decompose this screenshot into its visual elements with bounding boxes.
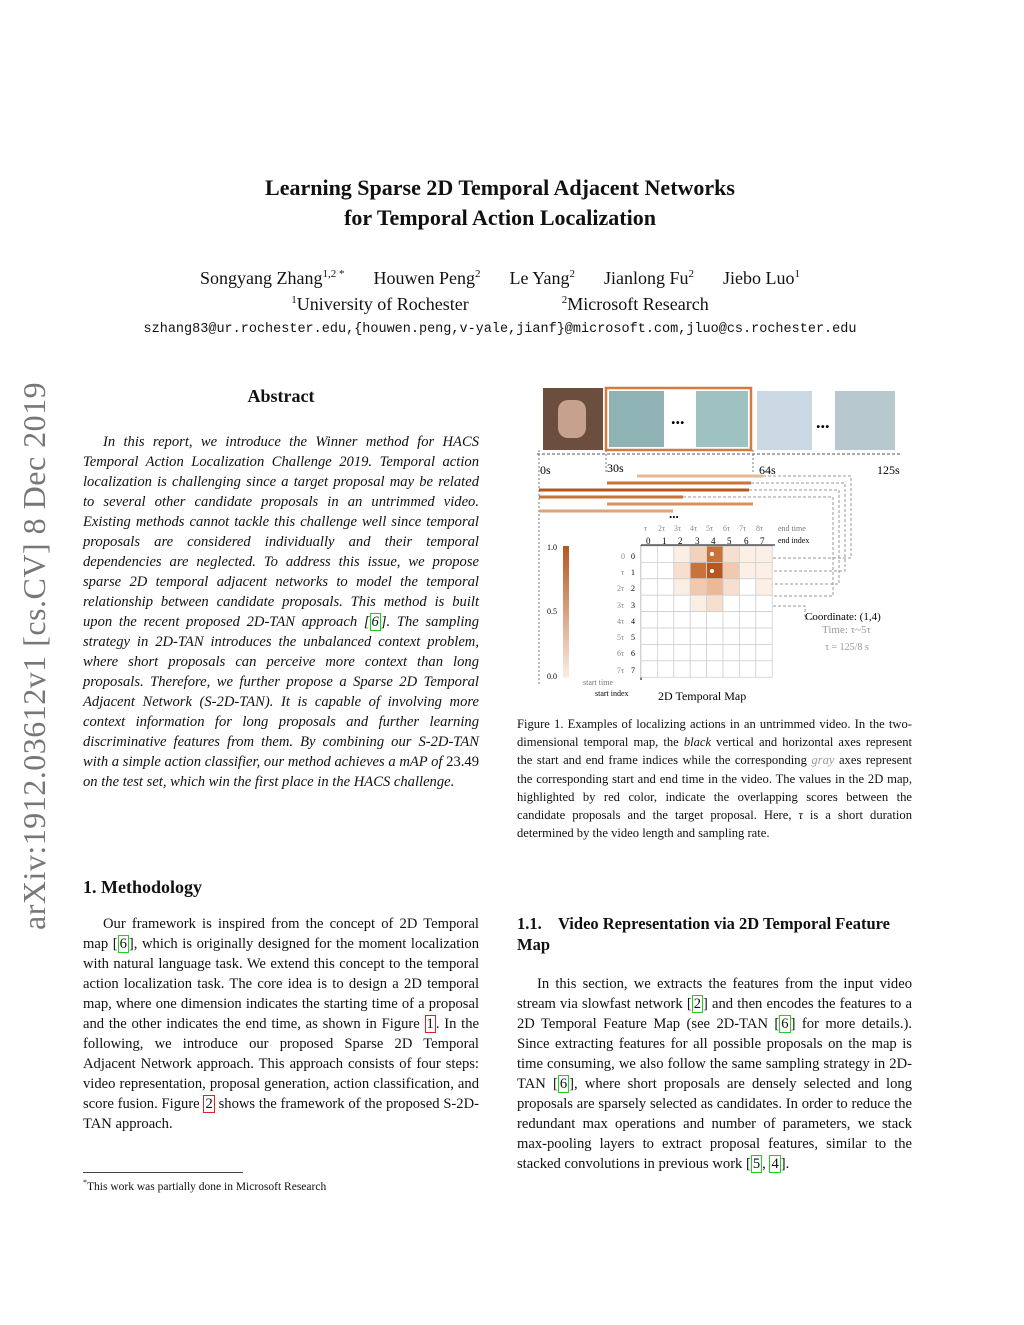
row-index-label: 4: [631, 617, 635, 626]
time-label: 30s: [607, 461, 624, 475]
index-label: 0: [646, 536, 651, 546]
map-cell: [756, 644, 772, 660]
row-tau-label: 7τ: [617, 666, 625, 675]
frames-ellipsis: ...: [671, 408, 685, 428]
footnote: *This work was partially done in Microsoft Research: [83, 1178, 327, 1193]
colorbar-tick: 0.0: [547, 672, 557, 681]
map-cell: [723, 546, 739, 562]
map-cell: [641, 579, 657, 595]
map-cell: [707, 546, 723, 562]
map-cell: [674, 612, 690, 628]
arxiv-stamp: arXiv:1912.03612v1 [cs.CV] 8 Dec 2019: [16, 381, 52, 930]
video-frame: [757, 391, 812, 450]
start-labels: [617, 552, 635, 675]
row-tau-label: τ: [621, 568, 625, 577]
affiliation: $^1$University of Rochester: [291, 294, 469, 314]
map-cell: [641, 612, 657, 628]
row-tau-label: 6τ: [617, 649, 625, 658]
row-index-label: 1: [631, 568, 635, 577]
map-cell: [707, 612, 723, 628]
colorbar-gradient: [563, 546, 569, 678]
row-index-label: 5: [631, 633, 635, 642]
video-frame: [696, 391, 748, 447]
row-index-label: 2: [631, 584, 635, 593]
start-index-label: start index: [595, 689, 629, 698]
map-cell: [641, 628, 657, 644]
time-label: 125s: [877, 463, 900, 477]
row-tau-label: 4τ: [617, 617, 625, 626]
map-cell: [690, 595, 706, 611]
citation-link[interactable]: 5: [752, 1156, 761, 1172]
temporal-map-grid: [641, 546, 772, 677]
footnote-rule: [83, 1172, 243, 1173]
map-cell: [723, 579, 739, 595]
figure-1: [533, 386, 913, 710]
tau-label: 4τ: [690, 524, 698, 533]
map-cell: [690, 579, 706, 595]
map-cell: [739, 661, 755, 677]
map-cell: [690, 628, 706, 644]
tau-label: 8τ: [756, 524, 764, 533]
map-cell: [641, 595, 657, 611]
map-cell: [674, 644, 690, 660]
map-cell: [690, 562, 706, 578]
row-index-label: 0: [631, 552, 635, 561]
map-cell: [756, 579, 772, 595]
map-cell: [657, 644, 673, 660]
row-index-label: 7: [631, 666, 635, 675]
title-line-2: for Temporal Action Localization: [344, 205, 656, 230]
methodology-paragraph: Our framework is inspired from the concept of 2D Temporal map [ 6 ], which is originally designed for the moment localization with natural language task. We extend this concept to the temporal action localization task. The core idea is to design a 2D temporal map, where one dimension indicates the starting time of a proposal and the other indicates the end time, as shown in Figure 1 . In the following, we introduce our proposed Sparse 2D Temporal Adjacent Network approach. This approach consists of four steps: video representation, proposal generation, action classification, and score fusion. Figure 2 shows the framework of the proposed S-2D-TAN approach.: [83, 916, 480, 1132]
map-cell: [690, 661, 706, 677]
end-time-labels: [644, 524, 764, 533]
map-cell: [756, 595, 772, 611]
subsection-paragraph: In this section, we extracts the features from the input video stream via slowfast network [ 2 ] and then encodes the features to a 2D Temporal Feature Map (see 2D-TAN [ 6 ] for more details.). Since extracting features for all possible proposals on the map is time consuming, we also follow the same sampling strategy in 2D-TAN [ 6 ], where short proposals are densely selected and long proposals are sparsely selected as candidates. In order to reduce the redundant max operations and number of parameters, we stack max-pooling layers to extract proposal features, similar to the stacked convolutions in previous work [ 5 , 4 ].: [517, 976, 912, 1172]
frames-ellipsis: ...: [816, 412, 830, 432]
citation-link[interactable]: 6: [559, 1076, 568, 1092]
citation-link[interactable]: 6: [119, 936, 127, 952]
map-cell: [707, 579, 723, 595]
tau-label: 3τ: [674, 524, 682, 533]
tau-equation: τ = 125/8 s: [825, 642, 869, 653]
map-cell: [657, 661, 673, 677]
video-frame: [835, 391, 895, 450]
map-cell: [739, 612, 755, 628]
video-frame: [609, 391, 664, 447]
map-cell: [641, 644, 657, 660]
map-cell: [707, 595, 723, 611]
index-label: 3: [695, 536, 700, 546]
map-cell: [690, 644, 706, 660]
section-heading-methodology: 1. Methodology: [83, 877, 202, 897]
map-cell: [707, 628, 723, 644]
tau-label: 7τ: [739, 524, 747, 533]
map-cell: [657, 612, 673, 628]
map-cell: [756, 562, 772, 578]
affiliation: $^2$Microsoft Research: [561, 294, 709, 314]
map-cell: [723, 644, 739, 660]
map-cell: [641, 546, 657, 562]
colorbar-tick: 0.5: [547, 607, 557, 616]
index-label: 4: [711, 536, 716, 546]
index-label: 2: [678, 536, 683, 546]
citation-link[interactable]: 4: [771, 1156, 779, 1172]
title-line-1: Learning Sparse 2D Temporal Adjacent Networks: [265, 175, 735, 200]
map-marker: [710, 552, 714, 556]
index-label: 7: [760, 536, 765, 546]
figure-ref-link[interactable]: 1: [426, 1016, 434, 1032]
author-emails: szhang83@ur.rochester.edu,{houwen.peng,v-yale,jianf}@microsoft.com,jluo@cs.rochester.edu: [143, 322, 857, 337]
map-cell: [674, 579, 690, 595]
map-cell: [756, 612, 772, 628]
author: Houwen Peng$^2$: [373, 268, 481, 288]
bars-ellipsis: ...: [669, 506, 679, 521]
author: Jianlong Fu$^2$: [603, 268, 694, 288]
map-cell: [657, 579, 673, 595]
colorbar-tick: 1.0: [547, 543, 557, 552]
author-list: [0, 268, 1000, 289]
map-cell: [739, 644, 755, 660]
map-cell: [723, 628, 739, 644]
affiliation-list: [0, 294, 1000, 315]
tau-label: τ: [644, 524, 648, 533]
citation-link[interactable]: 2: [693, 996, 701, 1012]
map-title: 2D Temporal Map: [658, 689, 747, 703]
map-cell: [739, 579, 755, 595]
map-cell: [723, 595, 739, 611]
tau-label: 5τ: [706, 524, 714, 533]
figure-ref-link[interactable]: 2: [205, 1096, 213, 1112]
end-index-label: end index: [778, 536, 810, 545]
author: Jiebo Luo$^1$: [723, 268, 800, 288]
map-cell: [690, 612, 706, 628]
tau-label: 6τ: [723, 524, 731, 533]
map-cell: [641, 661, 657, 677]
map-cell: [739, 562, 755, 578]
row-tau-label: 0: [621, 552, 625, 561]
map-cell: [674, 546, 690, 562]
map-cell: [739, 546, 755, 562]
map-cell: [756, 628, 772, 644]
map-cell: [690, 546, 706, 562]
proposal-bars: [539, 476, 763, 521]
abstract-body: In this report, we introduce the Winner method for HACS Temporal Action Localization Challenge 2019. Temporal action localization is challenging since a target proposal may be related to several other candidate proposals in an untrimmed video. Existing methods cannot tackle this challenge well since temporal proposals are considered individually and their temporal dependencies are neglected. To address this issue, we propose sparse 2D temporal adjacent networks to model the temporal relationship between candidate proposals. This method is built upon the recent proposed 2D-TAN approach [ 6 ]. The sampling strategy in 2D-TAN introduces the unbalanced context problem, where short proposals can perceive more context than long proposals. Therefore, we further propose a Sparse 2D Temporal Adjacent Network (S-2D-TAN). It is capable of involving more context information for long proposals and further learning discriminative features from them. By combining our S-2D-TAN with a simple action classifier, our method achieves a mAP of 23.49 on the test set, which win the first place in the HACS challenge.: [83, 434, 480, 790]
map-cell: [756, 546, 772, 562]
map-cell: [674, 661, 690, 677]
time-label: 0s: [540, 463, 551, 477]
map-cell: [739, 628, 755, 644]
map-cell: [756, 661, 772, 677]
tau-label: 2τ: [658, 524, 666, 533]
map-cell: [723, 661, 739, 677]
map-cell: [657, 595, 673, 611]
subsection-heading: 1.1. Video Representation via 2D Temporal Feature Map: [517, 914, 890, 954]
row-tau-label: 5τ: [617, 633, 625, 642]
index-label: 6: [744, 536, 749, 546]
map-cell: [657, 546, 673, 562]
colorbar: [547, 543, 569, 681]
map-cell: [723, 562, 739, 578]
map-cell: [723, 612, 739, 628]
coordinate-label: Coordinate: (1,4): [805, 611, 881, 623]
video-frame-thumbnails: [543, 388, 895, 450]
author: Songyang Zhang$^{1,2 *}$: [199, 268, 345, 288]
map-cell: [674, 595, 690, 611]
map-cell: [674, 562, 690, 578]
time-label: 64s: [759, 463, 776, 477]
row-index-label: 3: [631, 601, 635, 610]
map-cell: [707, 644, 723, 660]
end-time-label: end time: [778, 524, 806, 533]
map-cell: [739, 595, 755, 611]
map-cell: [707, 562, 723, 578]
row-tau-label: 2τ: [617, 584, 625, 593]
map-cell: [707, 661, 723, 677]
abstract-heading: Abstract: [247, 386, 315, 406]
video-frame-person: [558, 400, 586, 438]
map-cell: [657, 628, 673, 644]
citation-link[interactable]: 6: [781, 1016, 789, 1032]
time-range-label: Time: τ~5τ: [822, 624, 871, 636]
index-label: 1: [662, 536, 667, 546]
map-cell: [674, 628, 690, 644]
figure-1-caption: Figure 1. Examples of localizing actions in an untrimmed video. In the two-dimensional temporal map, the black vertical and horizontal axes represent the start and end frame indices while the corresponding gray axes represent the corresponding start and end time in the video. The values in the 2D map, highlighted by red color, indicate the overlapping scores between the candidate proposals and the target proposal. Here, τ is a short duration determined by the video length and sampling rate.: [517, 717, 912, 841]
map-cell: [657, 562, 673, 578]
author: Le Yang$^2$: [509, 268, 575, 288]
index-label: 5: [727, 536, 732, 546]
row-index-label: 6: [631, 649, 635, 658]
map-cell: [641, 562, 657, 578]
start-time-label: start time: [583, 678, 613, 687]
map-marker: [710, 569, 714, 573]
row-tau-label: 3τ: [617, 601, 625, 610]
citation-link[interactable]: 6: [371, 614, 379, 630]
paper-title: [0, 173, 1000, 233]
